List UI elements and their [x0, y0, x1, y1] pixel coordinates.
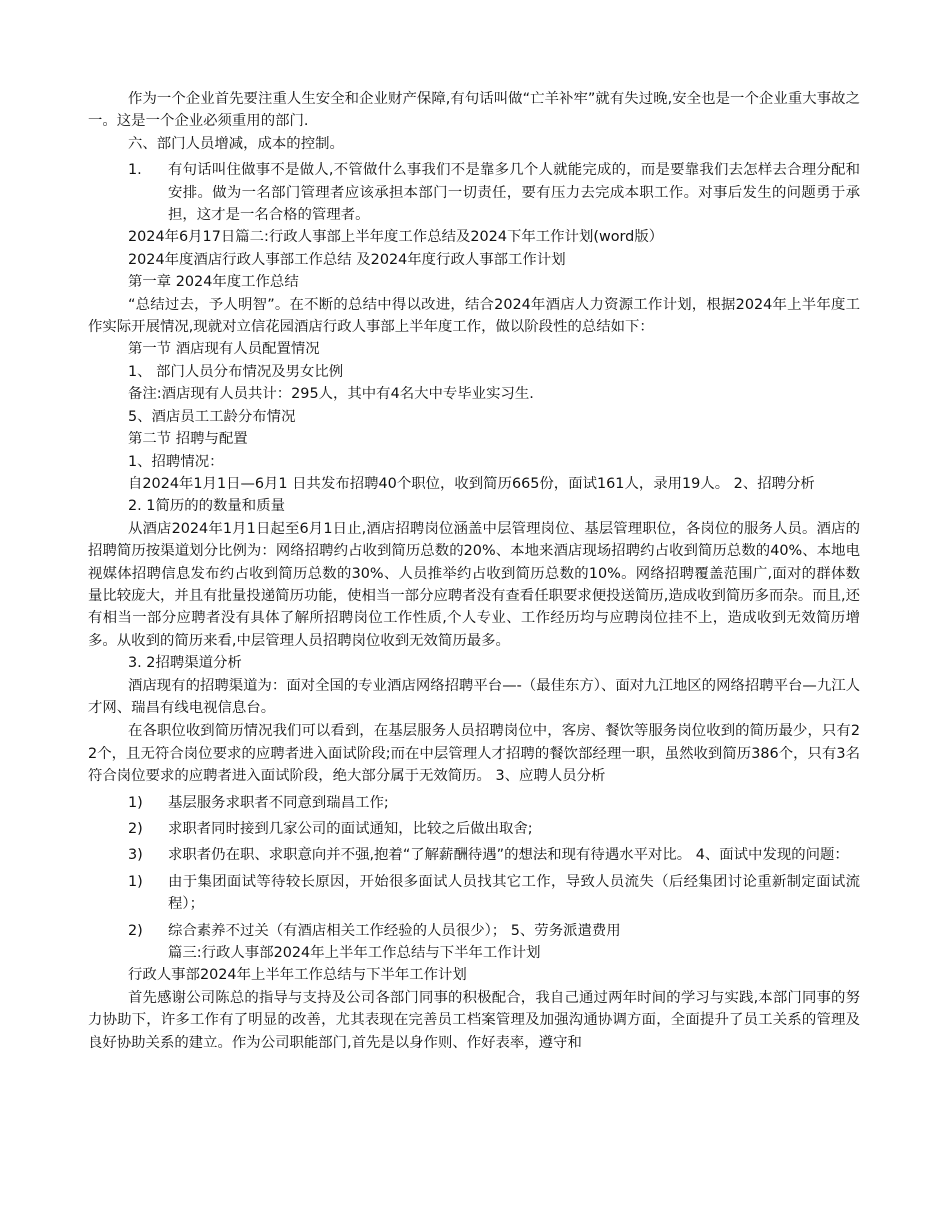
- list-item-text: 求职者仍在职、求职意向并不强,抱着“了解薪酬待遇”的想法和现有待遇水平对比。 4、面试中发现的问题：: [168, 847, 849, 864]
- list-item: [88, 159, 860, 226]
- section-heading-1: 第一节 酒店现有人员配置情况: [128, 341, 320, 358]
- list-item-text: 综合素养不过关（有酒店相关工作经验的人员很少）； 5、劳务派遣费用: [168, 922, 621, 939]
- subheading-channels: 3. 2招聘渠道分析: [128, 655, 242, 672]
- section-heading-staffing-cost: 六、部门人员增减，成本的控制。: [128, 135, 344, 152]
- list-item-text: 由于集团面试等待较长原因，开始很多面试人员找其它工作，导致人员流失（后经集团讨论重新制定面试流程）；: [168, 873, 860, 913]
- paragraph-intro: “总结过去，予人明智”。在不断的总结中得以改进，结合2024年酒店人力资源工作计划，根据2024年上半年度工作实际开展情况,现就对立信花园酒店行政人事部上半年度工作，做以阶段性的总结如下：: [88, 296, 860, 336]
- list-item: [88, 871, 860, 916]
- subheading-recruitment: 1、招聘情况：: [128, 453, 224, 470]
- article-title-part2: 2024年6月17日篇二:行政人事部上半年度工作总结及2024下年工作计划(word版）: [128, 229, 664, 246]
- list-number: 2): [128, 821, 143, 837]
- subheading-distribution: 1、 部门人员分布情况及男女比例: [128, 363, 344, 380]
- list-item-text: 基层服务求职者不同意到瑞昌工作;: [168, 794, 389, 811]
- document-title: 2024年度酒店行政人事部工作总结 及2024年度行政人事部工作计划: [128, 251, 566, 268]
- note-headcount: 备注:酒店现有人员共计：295人，其中有4名大中专毕业实习生.: [128, 386, 534, 403]
- list-item: [88, 818, 860, 840]
- section-heading-2: 第二节 招聘与配置: [128, 431, 248, 448]
- list-item: [88, 792, 860, 814]
- list-item: [88, 844, 860, 866]
- paragraph-channels: 酒店现有的招聘渠道为：面对全国的专业酒店网络招聘平台—-（最佳东方）、面对九江地区的网络招聘平台—九江人才网、瑞昌有线电视信息台。: [88, 677, 860, 716]
- list-item-text: 求职者同时接到几家公司的面试通知，比较之后做出取舍;: [168, 821, 533, 837]
- document-page: [88, 88, 860, 1054]
- paragraph-resume-analysis: 从酒店2024年1月1日起至6月1日止,酒店招聘岗位涵盖中层管理岗位、基层管理职位，各岗位的服务人员。酒店的招聘简历按渠道划分比例为：网络招聘约占收到简历总数的20%、本地来酒店现场招聘约占收到简历总数的40%、本地电视媒体招聘信息发布约占收到简历总数的30%、人员推举约占收到简历总数的10%。网络招聘覆盖范围广,面对的群体数量比较庞大，并且有批量投递简历功能，使相当一部分应聘者没有查看任职要求便投送简历,造成收到简历多而杂。而且,还有相当一部分应聘者没有具体了解所招聘岗位工作性质,个人专业、工作经历均与应聘岗位挂不上，造成收到无效简历增多。从收到的简历来看,中层管理人员招聘岗位收到无效简历最多。: [88, 520, 860, 649]
- list-item-text: 有句话叫住做事不是做人,不管做什么事我们不是靠多几个人就能完成的，而是要靠我们去怎样去合理分配和安排。做为一名部门管理者应该承担本部门一切责任，要有压力去完成本职工作。对事后发生的问题勇于承担，这才是一名合格的管理者。: [168, 162, 860, 224]
- list-number: 1): [128, 794, 143, 811]
- list-item: [88, 920, 860, 942]
- list-number: 3): [128, 847, 143, 864]
- subheading-resume-quality: 2. 1简历的的数量和质量: [128, 498, 285, 515]
- list-number: 2): [128, 922, 143, 939]
- article-subtitle: 行政人事部2024年上半年工作总结与下半年工作计划: [128, 967, 467, 984]
- subheading-seniority: 5、酒店员工工龄分布情况: [128, 408, 296, 425]
- list-number: 1): [128, 873, 143, 890]
- chapter-heading: 第一章 2024年度工作总结: [128, 274, 299, 291]
- paragraph-position-resumes: 在各职位收到简历情况我们可以看到，在基层服务人员招聘岗位中，客房、餐饮等服务岗位收到的简历最少，只有22个，且无符合岗位要求的应聘者进入面试阶段;而在中层管理人才招聘的餐饮部经理一职，虽然收到简历386个，只有3名符合岗位要求的应聘者进入面试阶段，绝大部分属于无效简历。 3、应聘人员分析: [88, 723, 860, 785]
- article-title-part3: 篇三:行政人事部2024年上半年工作总结与下半年工作计划: [168, 945, 541, 962]
- paragraph-recruitment-stats: 自2024年1月1日—6月1 日共发布招聘40个职位，收到简历665份，面试161人，录用19人。 2、招聘分析: [128, 475, 815, 492]
- paragraph-safety: 作为一个企业首先要注重人生安全和企业财产保障,有句话叫做“亡羊补牢”就有失过晚,安全也是一个企业重大事故之一。这是一个企业必须重用的部门.: [88, 91, 860, 130]
- list-number: 1.: [128, 162, 142, 179]
- paragraph-acknowledgement: 首先感谢公司陈总的指导与支持及公司各部门同事的积极配合，我自己通过两年时间的学习与实践,本部门同事的努力协助下，许多工作有了明显的改善，尤其表现在完善员工档案管理及加强沟通协调方面，全面提升了员工关系的管理及良好协助关系的建立。作为公司职能部门,首先是以身作则、作好表率，遵守和: [88, 989, 860, 1051]
